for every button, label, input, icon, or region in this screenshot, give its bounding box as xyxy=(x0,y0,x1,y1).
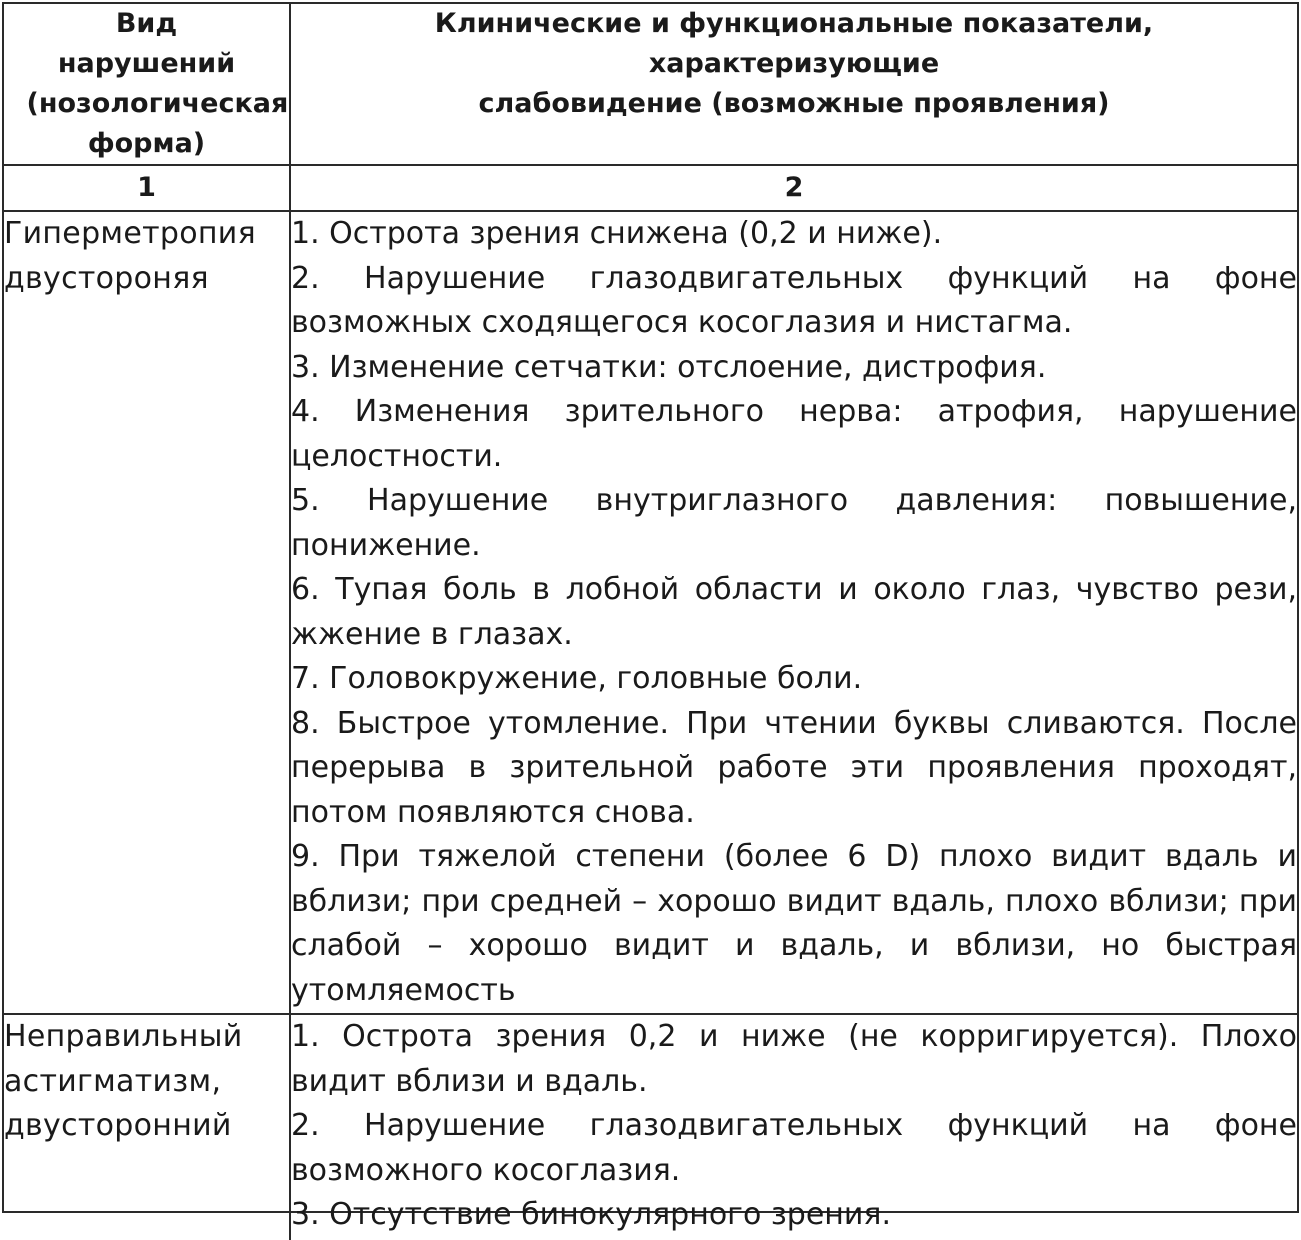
indicator-item: 8. Быстрое утомление. При чтении буквы сливаются. После перерыва в зрительной работе эти проявления проходят, потом появляются снова. xyxy=(291,705,1297,830)
header-nosological-form xyxy=(4,4,290,165)
indicator-item: 2. Нарушение глазодвигательных функций на фоне возможного косоглазия. xyxy=(291,1108,1297,1188)
form-name-line: Гиперметропия xyxy=(4,216,256,251)
column-number-row xyxy=(4,165,1297,211)
header-col1-line: (нозологическая xyxy=(26,88,289,119)
table-row xyxy=(4,1014,1297,1240)
column-number-2: 2 xyxy=(290,165,1297,211)
vision-impairment-table xyxy=(4,4,1297,1240)
form-name-line: двустороняя xyxy=(4,260,209,296)
clinical-indicators-cell xyxy=(290,211,1297,1014)
header-col1-line: форма) xyxy=(87,128,206,159)
indicator-item: 1. Острота зрения снижена (0,2 и ниже). xyxy=(291,216,943,251)
indicator-item: 3. Изменение сетчатки: отслоение, дистрофия. xyxy=(291,349,1047,385)
nosological-form-cell xyxy=(4,211,290,1014)
column-number-1: 1 xyxy=(4,165,290,211)
document-table-frame xyxy=(2,2,1299,1232)
header-clinical-indicators xyxy=(290,4,1297,165)
indicator-item: 2. Нарушение глазодвигательных функций на фоне возможных сходящегося косоглазия и нистагма. xyxy=(291,260,1297,340)
clinical-indicators-cell xyxy=(290,1014,1297,1240)
nosological-form-cell xyxy=(4,1014,290,1240)
form-name-line: двусторонний xyxy=(4,1108,232,1143)
table-row xyxy=(4,211,1297,1014)
indicator-item: 6. Тупая боль в лобной области и около глаз, чувство рези, жжение в глазах. xyxy=(291,572,1297,652)
indicator-item: 9. При тяжелой степени (более 6 D) плохо видит вдаль и вблизи; при средней – хорошо видит вдаль, плохо вблизи; при слабой – хорошо видит и вдаль, и вблизи, но быстрая утомляемость xyxy=(291,839,1297,1008)
header-col1-line: Вид нарушений xyxy=(57,8,236,79)
form-name-line: Неправильный xyxy=(4,1019,243,1054)
table-header-row xyxy=(4,4,1297,165)
indicator-item: 5. Нарушение внутриглазного давления: повышение, понижение. xyxy=(291,483,1297,563)
header-col2-line: Клинические и функциональные показатели, характеризующие xyxy=(434,8,1154,79)
indicator-item: 1. Острота зрения 0,2 и ниже (не корригируется). Плохо видит вблизи и вдаль. xyxy=(291,1019,1297,1099)
indicator-item: 3. Отсутствие бинокулярного зрения. xyxy=(291,1197,891,1232)
form-name-line: астигматизм, xyxy=(4,1063,222,1099)
indicator-item: 4. Изменения зрительного нерва: атрофия, нарушение целостности. xyxy=(291,394,1297,474)
header-col2-line: слабовидение (возможные проявления) xyxy=(478,88,1110,119)
indicator-item: 7. Головокружение, головные боли. xyxy=(291,661,863,696)
